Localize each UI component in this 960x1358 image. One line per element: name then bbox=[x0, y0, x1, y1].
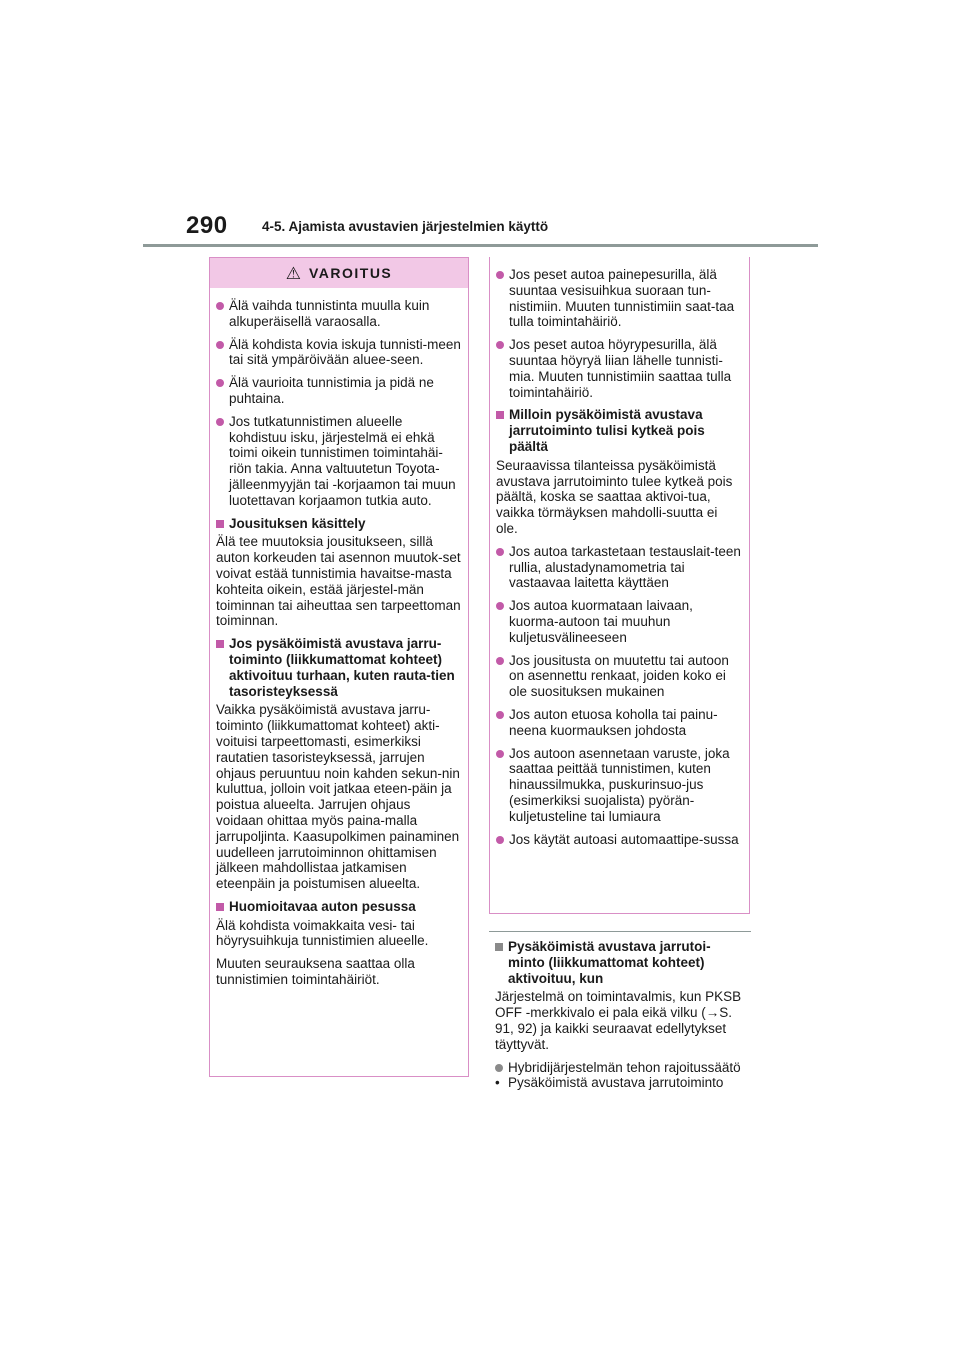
warning-box-left bbox=[209, 257, 469, 1077]
paragraph: Älä kohdista voimakkaita vesi- tai höyrysuihkuja tunnistimien alueelle. bbox=[216, 917, 429, 949]
list-item: • Pysäköimistä avustava jarrutoiminto bbox=[495, 1075, 724, 1091]
bullet-icon bbox=[496, 750, 504, 758]
bullet-icon bbox=[216, 379, 224, 387]
list-item: Hybridijärjestelmän tehon rajoitussäätö bbox=[495, 1060, 747, 1076]
subheading: Pysäköimistä avustava jarrutoi-minto (liikkumattomat kohteet) aktivoituu, kun bbox=[495, 939, 747, 986]
paragraph: Vaikka pysäköimistä avustava jarru-toiminto (liikkumattomat kohteet) akti-voituisi tarpeettomasti, esimerkiksi rautatien tasoristeyksessä, jarrujen ohjaus peruuntuu noin kahden sekun-nin kuluttua, jolloin voit jatkaa eteen-päin ja poistua alueelta. Jarrujen ohjaus voidaan ohittaa myös paina-malla jarrupoljinta. Kaasupolkimen painaminen uudelleen jarrutoiminnon ohittamisen jälkeen mahdollistaa jatkamisen eteenpäin ja poistumisen alueelta. bbox=[216, 702, 460, 892]
paragraph: Järjestelmä on toimintavalmis, kun PKSB OFF -merkkivalo ei pala eikä vilku (→S. 91, 92) ja kaikki seuraavat edellytykset täyttyvät. bbox=[495, 989, 742, 1052]
bullet-icon bbox=[495, 1064, 503, 1072]
list-item: Jos jousitusta on muutettu tai autoon on asennettu renkaat, joiden koko ei ole suosituksen mukainen bbox=[496, 653, 742, 700]
warning-header bbox=[210, 258, 468, 288]
header-rule bbox=[143, 244, 818, 247]
subheading: Jos pysäköimistä avustava jarru-toiminto (liikkumattomat kohteet) aktivoituu turhaan, kuten rauta-tien tasoristeyksessä bbox=[216, 636, 461, 699]
warning-left-content bbox=[210, 288, 468, 988]
bullet-icon bbox=[496, 341, 504, 349]
bullet-icon bbox=[496, 657, 504, 665]
paragraph: Muuten seurauksena saattaa olla tunnistimien toimintahäiriöt. bbox=[216, 956, 415, 988]
bullet-icon bbox=[216, 341, 224, 349]
subheading: Milloin pysäköimistä avustava jarrutoiminto tulisi kytkeä pois päältä bbox=[496, 407, 742, 454]
square-bullet-icon bbox=[495, 943, 503, 951]
warning-right-content bbox=[490, 257, 749, 847]
subheading: Jousituksen käsittely bbox=[216, 516, 461, 532]
warning-triangle-icon: ⚠ bbox=[285, 263, 301, 283]
list-item: Jos autoa kuormataan laivaan, kuorma-autoon tai muuhun kuljetusvälineeseen bbox=[496, 598, 742, 645]
main-body-content bbox=[489, 939, 751, 1091]
list-item: Älä vaihda tunnistinta muulla kuin alkuperäisellä varaosalla. bbox=[216, 298, 461, 330]
bullet-icon bbox=[496, 836, 504, 844]
section-title: 4-5. Ajamista avustavien järjestelmien käyttö bbox=[262, 219, 549, 234]
list-item: Jos auton etuosa koholla tai painu-neena kuormauksen johdosta bbox=[496, 707, 742, 739]
list-item: Jos autoa tarkastetaan testauslait-teen rullia, alustadynamometria tai vastaavaa laitetta käyttäen bbox=[496, 544, 742, 591]
list-item: Älä kohdista kovia iskuja tunnisti-meen tai sitä ympäröivään aluee-seen. bbox=[216, 337, 461, 369]
list-item: Jos peset autoa höyrypesurilla, älä suuntaa höyryä liian lähelle tunnisti-mia. Muuten tunnistimiin saattaa tulla toimintahäiriö. bbox=[496, 337, 742, 400]
list-item: Jos peset autoa painepesurilla, älä suuntaa vesisuihkua suoraan tun-nistimiin. Muuten tunnistimiin saat-taa tulla toimintahäiriö. bbox=[496, 267, 742, 330]
bullet-icon bbox=[216, 418, 224, 426]
bullet-icon bbox=[496, 548, 504, 556]
list-item: Älä vaurioita tunnistimia ja pidä ne puhtaina. bbox=[216, 375, 461, 407]
warning-box-right bbox=[489, 257, 750, 914]
square-bullet-icon bbox=[216, 640, 224, 648]
bullet-icon bbox=[496, 711, 504, 719]
square-bullet-icon bbox=[216, 520, 224, 528]
subheading: Huomioitavaa auton pesussa bbox=[216, 899, 461, 915]
list-item: Jos autoon asennetaan varuste, joka saattaa peittää tunnistimen, kuten hinaussilmukka, puskurinsuo-jus (esimerkiksi suojalista) pyörän-kuljetusteline tai lumiaura bbox=[496, 746, 742, 825]
bullet-icon bbox=[496, 271, 504, 279]
bullet-icon bbox=[496, 602, 504, 610]
page-number: 290 bbox=[186, 212, 228, 239]
square-bullet-icon bbox=[496, 411, 504, 419]
section-divider bbox=[489, 931, 751, 932]
warning-label: VAROITUS bbox=[308, 265, 393, 281]
paragraph: Älä tee muutoksia jousitukseen, sillä auton korkeuden tai asennon muutok-set voivat estää tunnistimia havaitse-masta kohteita oikein, estää järjestel-män toiminnan tai aiheuttaa sen tarpeettoman toiminnan. bbox=[216, 534, 461, 629]
list-item: Jos käytät autoasi automaattipe-sussa bbox=[496, 832, 742, 848]
list-item: Jos tutkatunnistimen alueelle kohdistuu isku, järjestelmä ei ehkä toimi oikein tunnistimen toimintahäi-riön takia. Anna valtuutetun Toyota-jälleenmyyjän tai -korjaamon tai muun luotettavan korjaamon tutkia auto. bbox=[216, 414, 461, 509]
main-body bbox=[489, 931, 751, 1091]
paragraph: Seuraavissa tilanteissa pysäköimistä avustava jarrutoiminto tulee kytkeä pois päältä, koska se saattaa aktivoi-tua, vaikka törmäyksen mahdolli-suutta ei ole. bbox=[496, 457, 733, 536]
square-bullet-icon bbox=[216, 903, 224, 911]
bullet-icon bbox=[216, 302, 224, 310]
